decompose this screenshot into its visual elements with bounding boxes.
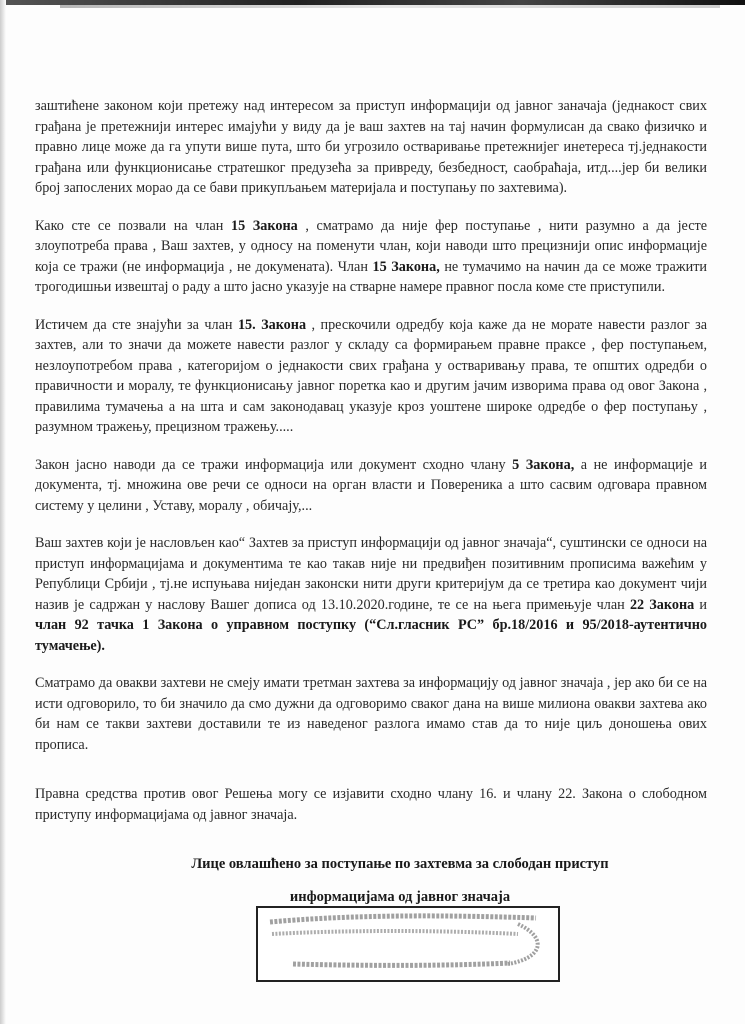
redaction-scribble-icon: [258, 908, 558, 980]
paragraph-text: Сматрамо да овакви захтеви не смеју имати третман захтева за информацију од јавног значаја , јер ако би се на исти одговорило, то би значило да смо дужни да одговоримо сваког дана на више милиона овакви захтева ако би нам се такви захтеви доставили те из наведеног разлога имамо став да то није циљ доношења ових прописа.: [35, 675, 707, 753]
paragraph-text: Истичем да сте знајући за члан: [35, 316, 238, 333]
paragraph-text: Ваш захтев који је насловљен као“ Захтев за приступ информацији од јавног значаја“, суштински се односи на приступ информацијама и документима те као такав није ни предвиђен позитивним прописима важећим у Републици Србији , тј.не испуњава ниједан законски нити други критеријум да се третира као документ чији назив је садржан у наслову Вашег дописа од 13.10.2020.године, те се на њега примењује члан: [35, 535, 707, 613]
signature-title: Лице овлашћено за поступање по захтевма за слободан приступ: [191, 856, 609, 872]
paragraph-text: и: [694, 596, 707, 613]
bold-reference: 15. Закона: [237, 316, 307, 333]
paragraph-text: Како сте се позвали на члан: [35, 217, 231, 234]
scan-left-shadow: [0, 0, 6, 1024]
body-paragraph: [35, 96, 707, 199]
bold-reference: 5 Закона,: [512, 456, 575, 473]
bold-reference: 15 Закона,: [372, 258, 440, 275]
body-paragraph: [35, 216, 707, 298]
bold-reference: члан 92 тачка 1 Закона о управном поступку (“Сл.гласник РС” бр.18/2016 и 95/2018-аутентично тумачење).: [35, 617, 707, 654]
scan-fold-line: [60, 5, 720, 8]
redacted-signature-box: [256, 906, 560, 982]
paragraph-text: , сматрамо да није фер поступање , нити разумно а да јесте злоупотреба права , Ваш захтев, у односу на поменути члан, који наводи што прецизнији опис информације која се тражи (не информација , не докумената). Члан: [35, 217, 707, 275]
body-paragraph: [35, 315, 707, 438]
bold-reference: 15 Закона: [230, 217, 298, 234]
paragraph-text: заштићене законом који претежу над интересом за приступ информацији од јавног заначаја (једнакост свих грађана је претежнији интерес имајући у виду да је ваш захтев на тај начин формулисан да свако физичко и правно лице може да га упути више пута, што би угрозило остваривање претежнијег инетереса тј.једнакости грађана или функционисање стратешког предузећа за привреду, безбедност, саобраћаја, итд....јер би велики број запослених морао да се бави прикупљањем материјала и поступању по захтевима).: [35, 98, 707, 196]
body-paragraph: [35, 673, 707, 755]
paragraph-text: не тумачимо на начин да се може тражити трогодишњи извештај о раду а што јасно указује на стварне намере правног посла коме сте приступили.: [35, 258, 707, 295]
signature-subtitle: информацијама од јавног значаја: [289, 889, 511, 905]
paragraph-text: , прескочили одредбу која каже да не морате навести разлог за захтев, али то значи да можете навести разлог у складу са формирањем правне праксе , фер поступањем, незлоупотребом права , категоријом о једнакости свих грађана у остваривању права, те општих одредби о правичности и моралу, те функционисању јавног поретка као и другим јачим изворима права од овог Закона , правилима тумачења а на шта и сам законодавац указује кроз уоштене широке одредбе о фер поступању , разумном тражењу, прецизном тражењу.....: [35, 316, 707, 435]
body-paragraph: [35, 455, 707, 517]
document-body: [35, 96, 707, 772]
paragraph-text: а не информације и документа, тј. множина ове речи се односи на орган власти и Повереника а што сасвим одговара правном систему у целини , Уставу, моралу , обичају,...: [35, 456, 708, 514]
bold-reference: 22 Закона: [629, 596, 695, 613]
legal-remedy-paragraph: Правна средства против овог Решења могу се изјавити сходно члану 16. и члану 22. Закона о слободном приступу информацијама од јавног значаја.: [35, 786, 707, 823]
paragraph-text: Закон јасно наводи да се тражи информација или документ сходно члану: [35, 456, 513, 473]
body-paragraph: [35, 533, 707, 656]
